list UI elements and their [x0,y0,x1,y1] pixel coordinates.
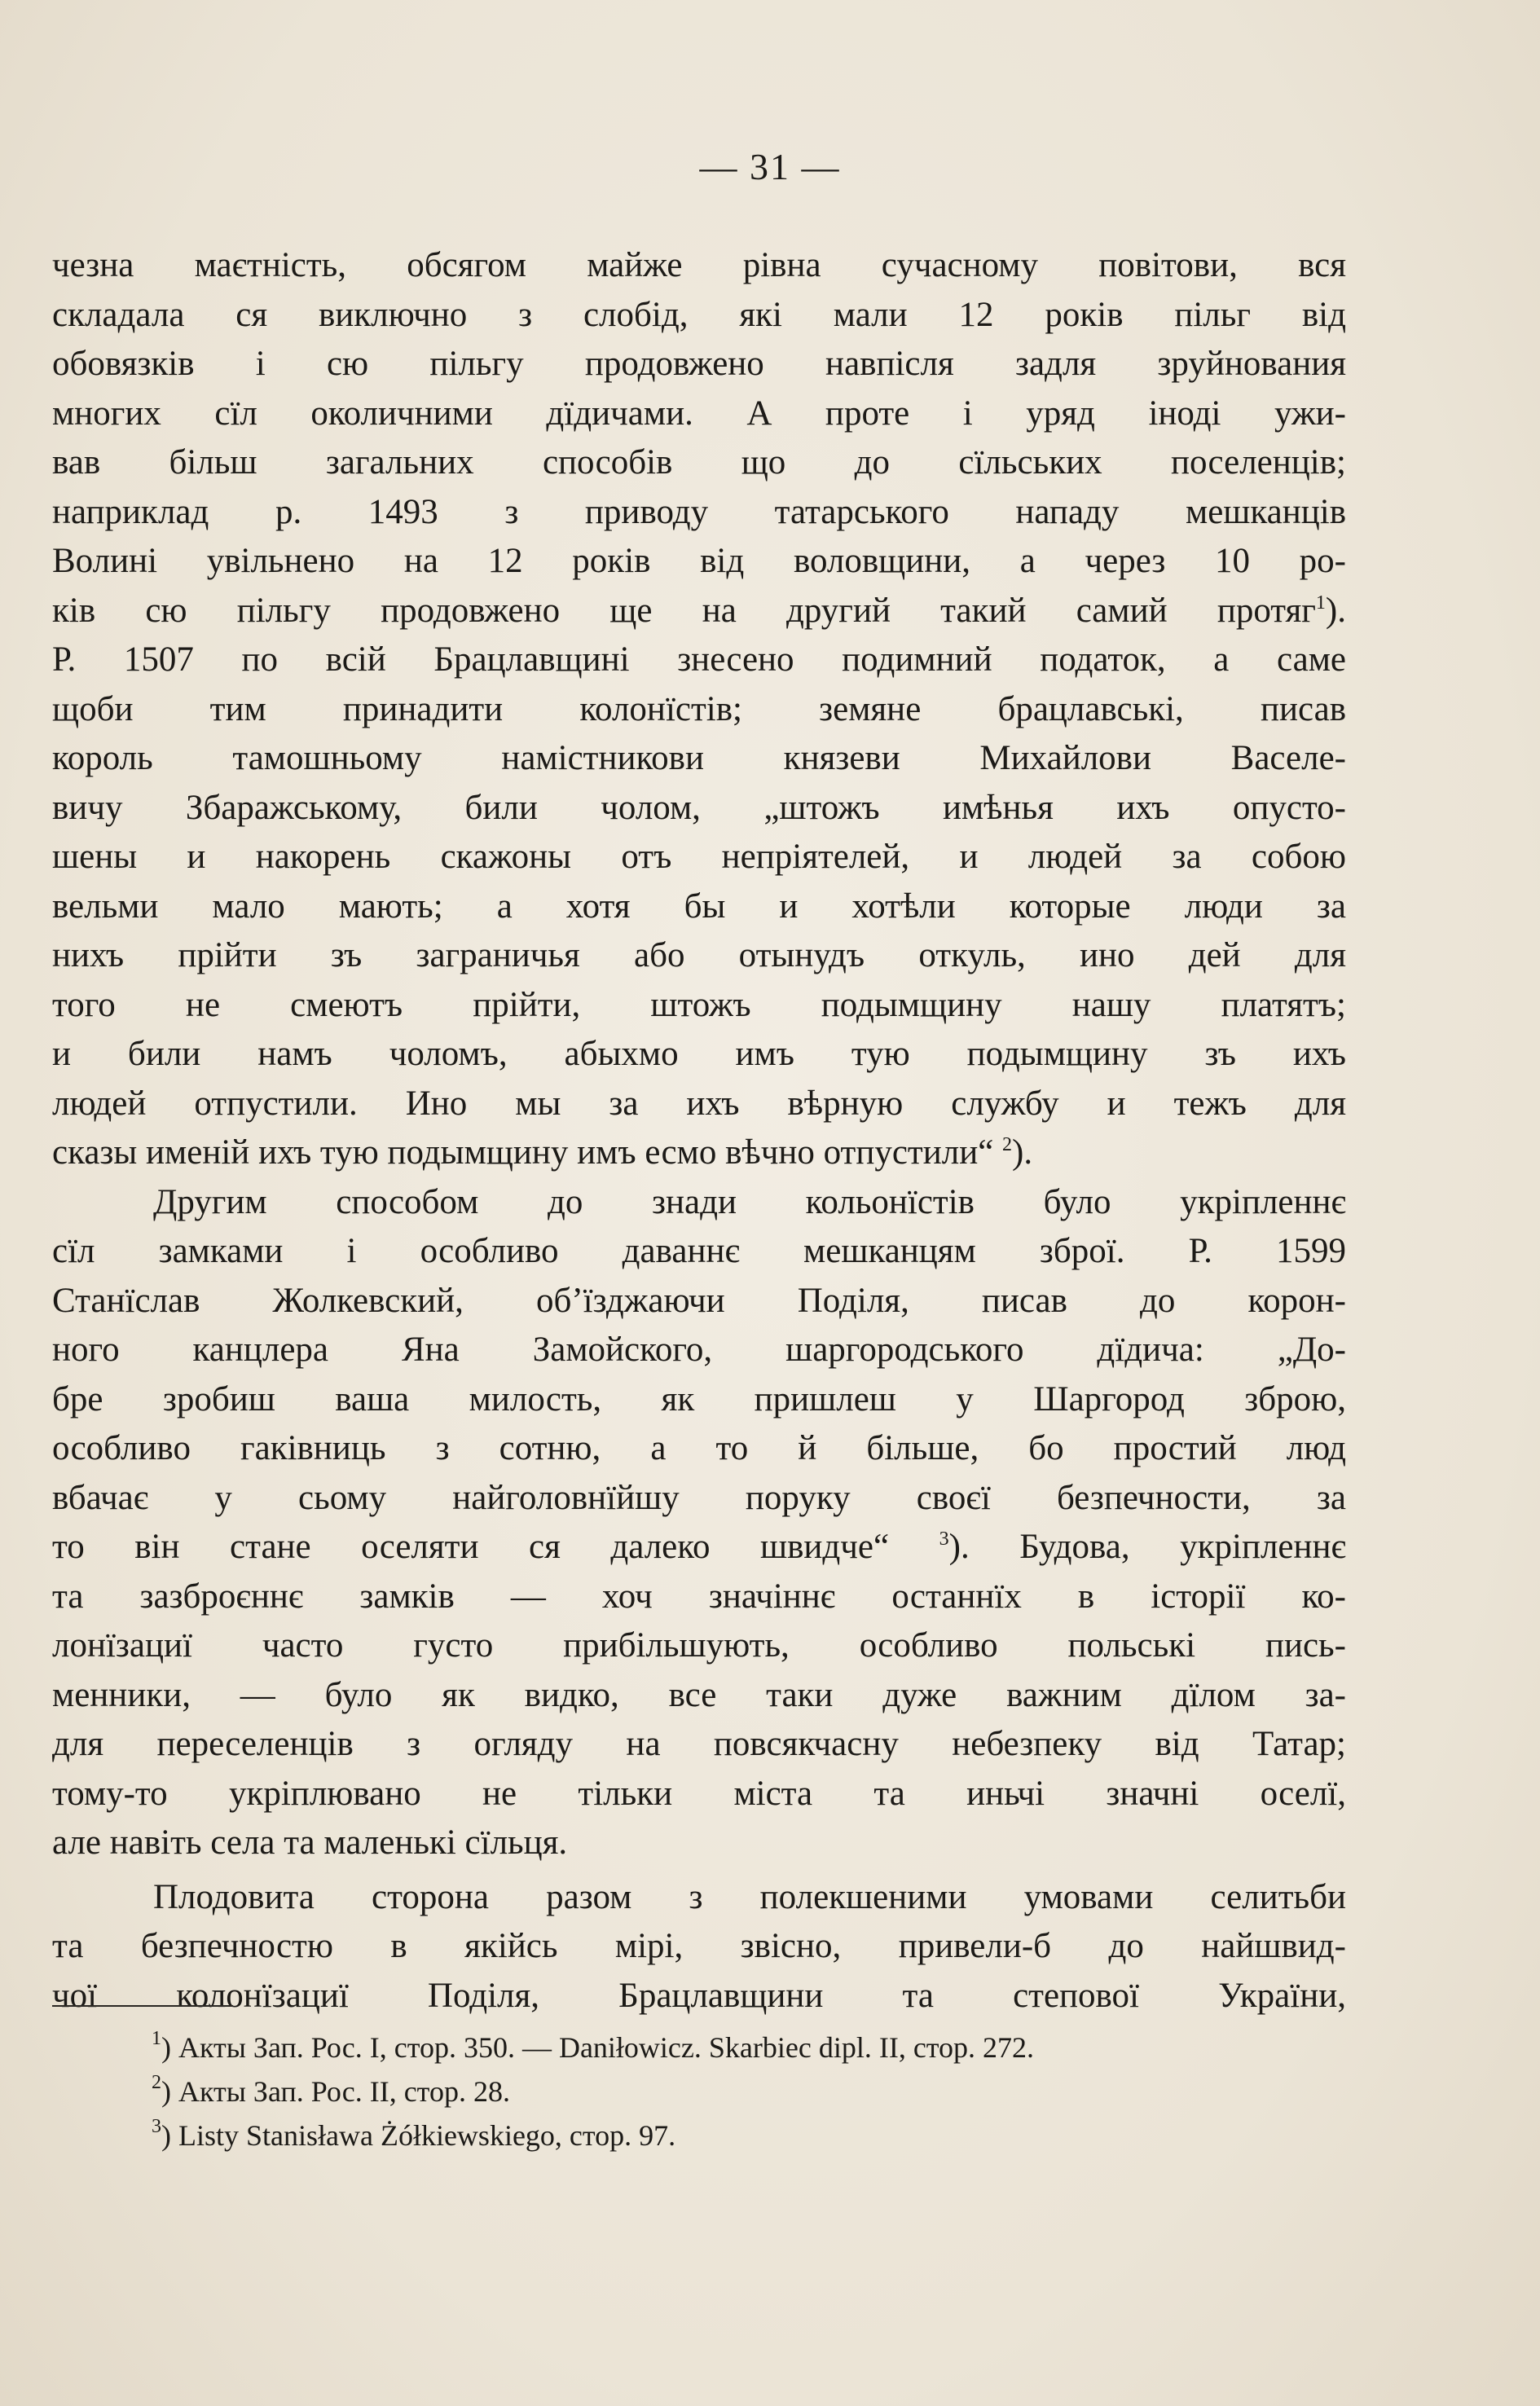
text-line: вичу Збаражському, били чолом, „штожъ имѣнья ихъ опусто- [52,788,1346,827]
text-line: нихъ прійти зъ заграничья або отынудъ откуль, ино дей для [52,936,1346,974]
text-line: вельми мало мають; а хотя бы и хотѣли которые люди за [52,886,1346,926]
text-line: ків сю пільгу продовжено ще на другий такий самий протяг$^1$). [52,591,1346,630]
text-line: для переселенців з огляду на повсякчасну небезпеку від Татар; [52,1725,1346,1763]
paragraph-start: Другим способом до знади кольонїстів було укріпленнє [153,1182,1346,1221]
text-line: вбачає у сьому найголовнїйшу поруку своєї безпечности, за [52,1478,1346,1517]
text-line: наприклад р. 1493 з приводу татарського нападу мешканців [52,492,1346,531]
text-line: того не смеютъ прійти, штожъ подымщину нашу платятъ; [52,985,1346,1024]
footnote: $^1$) Акты Зап. Рос. I, стор. 350. — Daniłowicz. Skarbiec dipl. II, стор. 272. [152,2028,1035,2064]
text-line: складала ся виключно з слобід, які мали 12 років пільг від [52,295,1346,334]
text-line: обовязків і сю пільгу продовжено навпісля задля зруйнования [52,345,1346,383]
text-line: чезна маєтність, обсягом майже рівна сучасному повітови, вся [52,246,1346,284]
text-line: людей отпустили. Ино мы за ихъ вѣрную службу и тежъ для [52,1084,1346,1123]
text-line: Р. 1507 по всій Брацлавщині знесено подимний податок, а саме [52,640,1346,679]
text-line: ного канцлера Яна Замойского, шаргородського дїдича: „До- [52,1331,1346,1369]
text-line: сказы именій ихъ тую подымщину имъ есмо вѣчно отпустили“ $^2$). [52,1133,1033,1172]
paragraph-start: Плодовита сторона разом з полекшеними умовами селитьби [153,1877,1346,1916]
text-line: вав більш загальних способів що до сїльських поселенців; [52,443,1346,482]
text-line: Станїслав Жолкевский, обʼїзджаючи Поділя, писав до корон- [52,1281,1346,1320]
footnote-ref: 3 [939,1528,949,1550]
footnote: $^2$) Акты Зап. Рос. II, стор. 28. [152,2072,510,2108]
text-line: шены и накорень скажоны отъ непріятелей, и людей за собою [52,838,1346,876]
text-line: та зазброєннє замків — хоч значіннє останнїх в історії ко- [52,1577,1346,1616]
text-line: та безпечностю в якійсь мірі, звісно, привели-б до найшвид- [52,1927,1346,1965]
text-line: особливо гаківниць з сотню, а то й більше, бо простий люд [52,1429,1346,1467]
page-number: — 31 — [699,146,841,187]
text-line: тому-то укріплювано не тільки міста та иньчі значні оселї, [52,1774,1346,1813]
text-line: многих сїл околичними дїдичами. А проте і уряд іноді ужи- [52,394,1346,433]
footnotes [152,2026,1357,2157]
text-line: щоби тим принадити колонїстів; земяне брацлавські, писав [52,689,1346,728]
text-line: сїл замками і особливо даваннє мешканцям зброї. Р. 1599 [52,1232,1346,1270]
text-line: чої колонїзациї Поділя, Брацлавщини та степової України, [52,1976,1346,2015]
footnote-ref: 1 [1315,592,1326,614]
footnote: $^3$) Listy Stanisława Żółkiewskiego, стор. 97. [152,2116,676,2152]
text-line: и били намъ чоломъ, абыхмо имъ тую подымщину зъ ихъ [52,1035,1346,1073]
footnote-divider [52,2005,233,2007]
body-text [52,241,1346,2021]
text-line: Волині увільнено на 12 років від воловщини, а через 10 ро- [52,542,1346,580]
text-line: лонїзациї часто густо прибільшують, особливо польські пись- [52,1626,1346,1665]
footnote-ref: 2 [1002,1134,1013,1155]
text-line: король тамошньому намістникови князеви Михайлови Васеле- [52,739,1346,777]
text-line: бре зробиш ваша милость, як пришлеш у Шаргород зброю, [52,1379,1346,1419]
text-line: то він стане оселяти ся далеко швидче“ $^3$). Будова, укріпленнє [52,1528,1346,1566]
text-line: менники, — було як видко, все таки дуже важним дїлом за- [52,1675,1346,1714]
text-line: але навіть села та маленькі сїльця. [52,1823,568,1862]
